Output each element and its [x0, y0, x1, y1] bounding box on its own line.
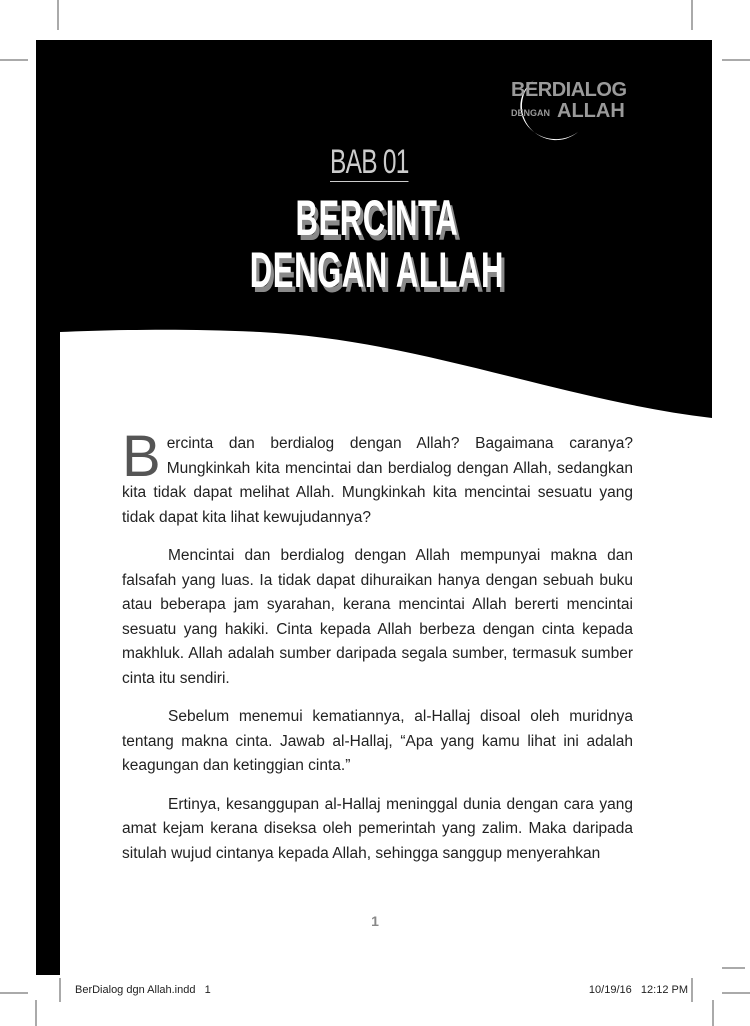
page-number: 1	[371, 913, 379, 929]
book-logo	[497, 74, 637, 144]
chapter-title-line2: DENGAN ALLAH	[249, 242, 505, 298]
left-black-strip	[36, 40, 60, 975]
paragraph: Mencintai dan berdialog dengan Allah mempunyai makna dan falsafah yang luas. Ia tidak dapat dihuraikan hanya dengan sebuah buku atau beberapa jam syarahan, kerana mencintai Allah bererti mencintai sesuatu yang hakiki. Cinta kepada Allah berbeza dengan cinta kepada makhluk. Allah adalah sumber daripada segala sumber, termasuk sumber cinta itu sendiri.	[122, 547, 633, 687]
paragraph: Ertinya, kesanggupan al-Hallaj meninggal dunia dengan cara yang amat kejam kerana diseksa oleh pemerintah yang zalim. Maka daripada situlah wujud cintanya kepada Allah, sehingga sanggup menyerahkan	[122, 795, 633, 862]
drop-cap: B	[122, 424, 161, 489]
paragraph	[122, 424, 633, 530]
chapter-label: BAB 01	[330, 143, 409, 181]
logo-text-dengan: DENGAN	[511, 108, 551, 118]
paragraph-text: ercinta dan berdialog dengan Allah? Bagaimana caranya? Mungkinkah kita mencintai dan berdialog dengan Allah, sedangkan kita tidak dapat melihat Allah. Mungkinkah kita mencintai sesuatu yang tidak dapat kita lihat kewujudannya?	[122, 435, 633, 526]
paragraph: Sebelum menemui kematiannya, al-Hallaj disoal oleh muridnya tentang makna cinta. Jawab al-Hallaj, “Apa yang kamu lihat ini adalah keagungan dan ketinggian cinta.”	[122, 708, 633, 774]
logo-text-berdialog: BERDIALOG	[511, 79, 627, 101]
slug-filename: BerDialog dgn Allah.indd 1	[75, 984, 211, 996]
logo-text-allah: ALLAH	[557, 100, 625, 122]
chapter-title-line1: BERCINTA	[295, 190, 459, 246]
body-text	[122, 424, 633, 880]
slug-datetime: 10/19/16 12:12 PM	[588, 984, 688, 996]
